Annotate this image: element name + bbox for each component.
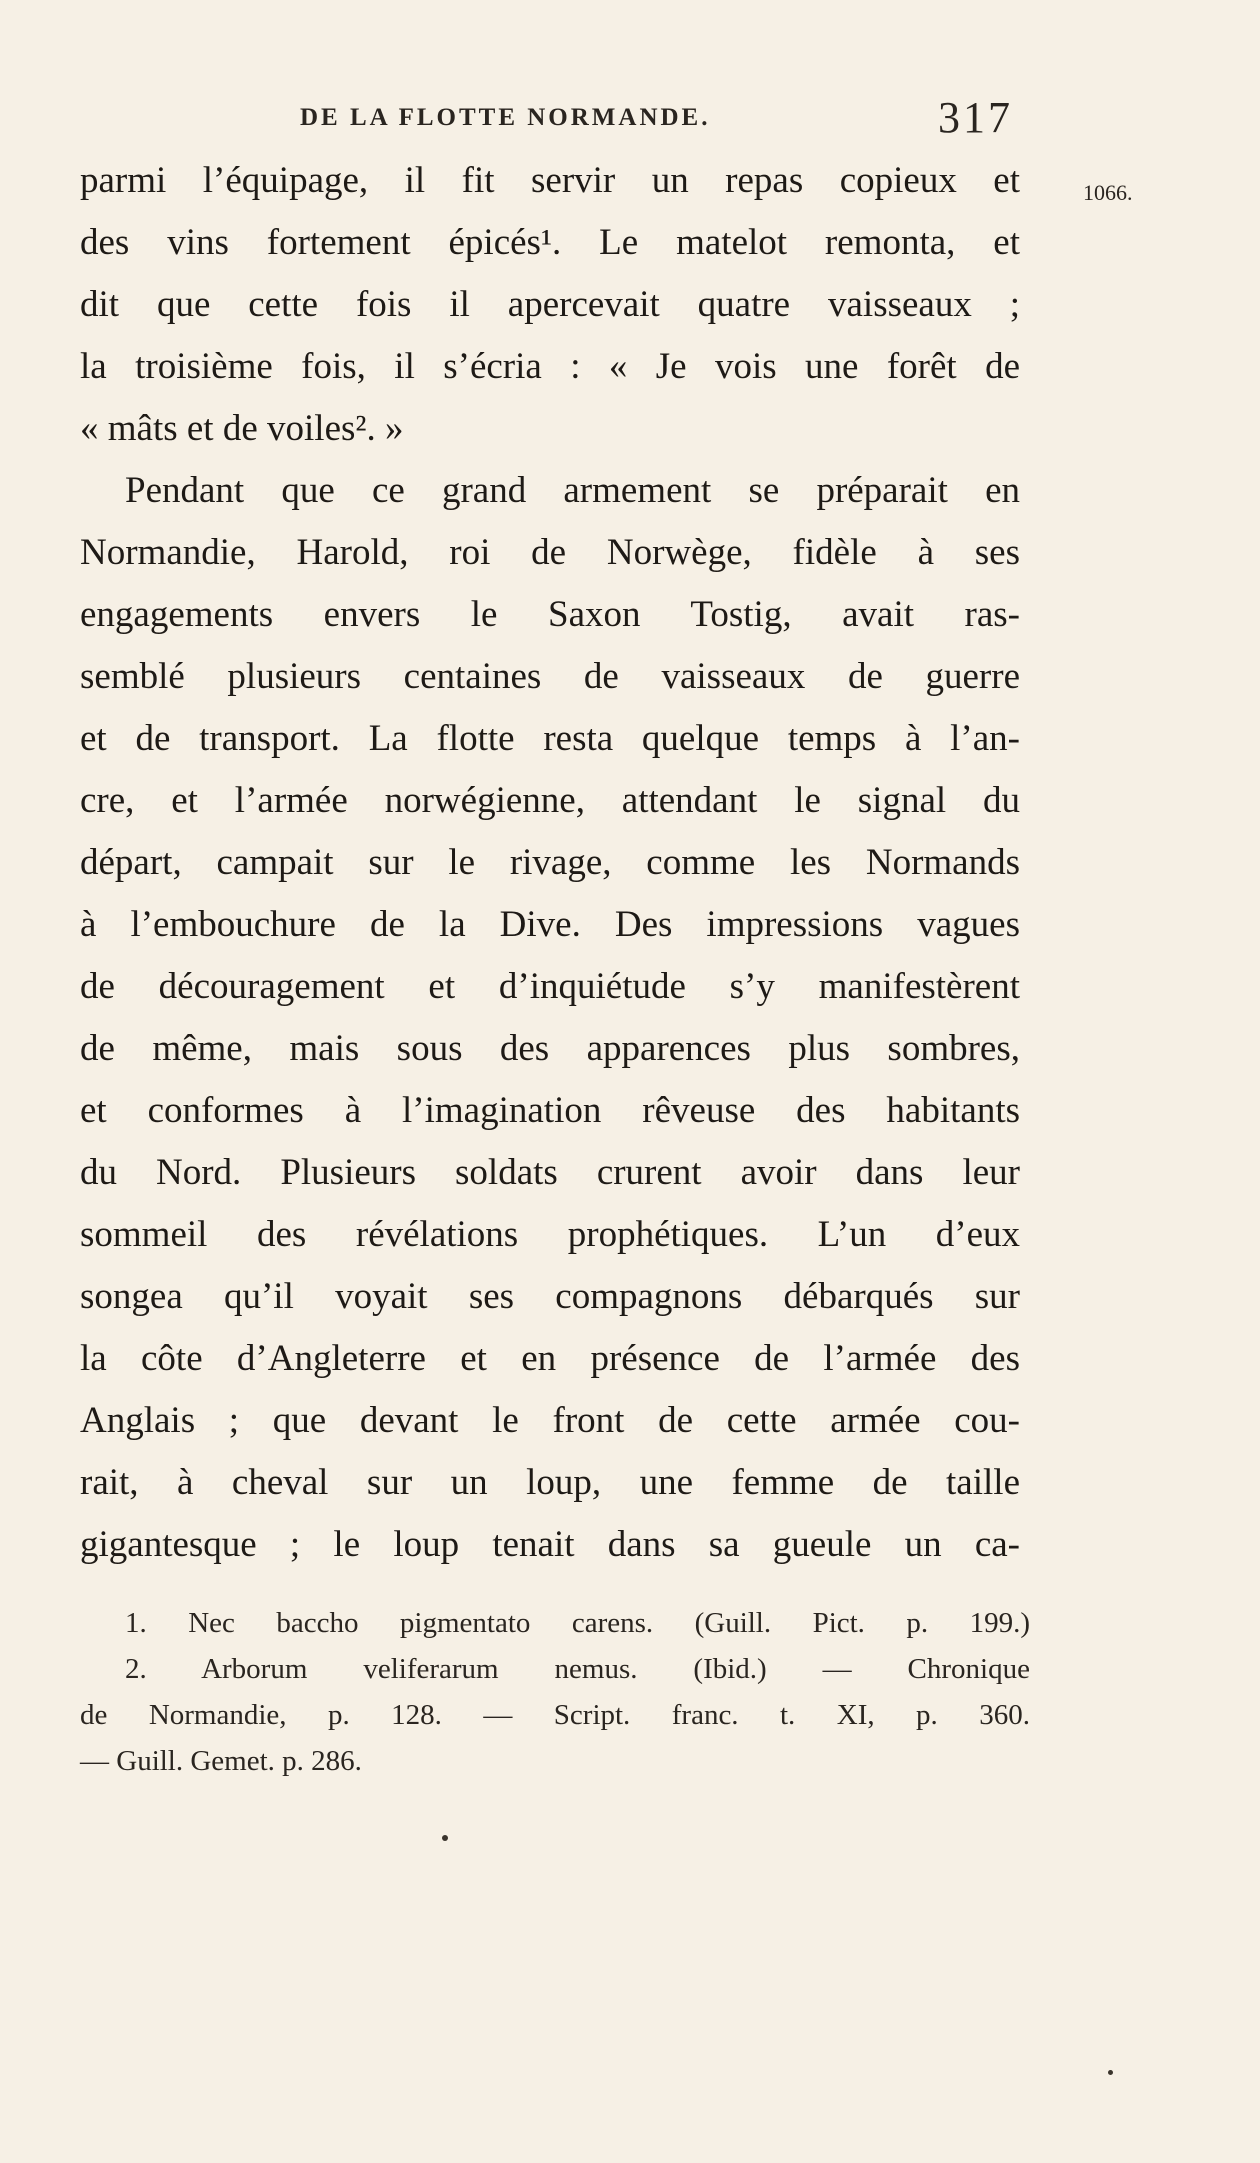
text-line: sommeil des révélations prophétiques. L’un d’eux (80, 1214, 1020, 1255)
footnotes (80, 1600, 1030, 1784)
text-line: Anglais ; que devant le front de cette armée cou- (80, 1400, 1020, 1441)
body-text (80, 150, 1020, 1576)
paragraph-start-line: Pendant que ce grand armement se préparait en (125, 470, 1020, 511)
margin-year-note: 1066. (1083, 180, 1133, 205)
running-head (0, 93, 1260, 148)
text-line: gigantesque ; le loup tenait dans sa gueule un ca- (80, 1524, 1020, 1565)
text-line: du Nord. Plusieurs soldats crurent avoir dans leur (80, 1152, 1020, 1193)
text-line: engagements envers le Saxon Tostig, avait ras- (80, 594, 1020, 635)
page-number: 317 (938, 93, 1013, 142)
text-line: dit que cette fois il apercevait quatre vaisseaux ; (80, 284, 1020, 325)
text-line: « mâts et de voiles². » (80, 408, 404, 449)
text-line: rait, à cheval sur un loup, une femme de taille (80, 1462, 1020, 1503)
running-title: DE LA FLOTTE NORMANDE. (300, 104, 711, 131)
text-line: songea qu’il voyait ses compagnons débarqués sur (80, 1276, 1020, 1317)
text-line: Normandie, Harold, roi de Norwège, fidèle à ses (80, 532, 1020, 573)
text-line: semblé plusieurs centaines de vaisseaux de guerre (80, 656, 1020, 697)
text-line: à l’embouchure de la Dive. Des impressions vagues (80, 904, 1020, 945)
text-line: de même, mais sous des apparences plus sombres, (80, 1028, 1020, 1069)
footnote-2: 2. Arborum veliferarum nemus. (Ibid.) — Chronique (125, 1653, 1030, 1685)
text-line: la côte d’Angleterre et en présence de l’armée des (80, 1338, 1020, 1379)
footnote-2-continued: — Guill. Gemet. p. 286. (80, 1745, 362, 1777)
ink-speck (1108, 2070, 1113, 2075)
text-line: et de transport. La flotte resta quelque temps à l’an- (80, 718, 1020, 759)
text-line: et conformes à l’imagination rêveuse des habitants (80, 1090, 1020, 1131)
footnote-2-continued: de Normandie, p. 128. — Script. franc. t. XI, p. 360. (80, 1699, 1030, 1731)
text-line: parmi l’équipage, il fit servir un repas copieux et (80, 160, 1020, 201)
ink-speck (442, 1835, 448, 1841)
footnote-1: 1. Nec baccho pigmentato carens. (Guill. Pict. p. 199.) (125, 1607, 1030, 1639)
text-line: la troisième fois, il s’écria : « Je vois une forêt de (80, 346, 1020, 387)
text-line: cre, et l’armée norwégienne, attendant le signal du (80, 780, 1020, 821)
text-line: des vins fortement épicés¹. Le matelot remonta, et (80, 222, 1020, 263)
text-line: de découragement et d’inquiétude s’y manifestèrent (80, 966, 1020, 1007)
text-line: départ, campait sur le rivage, comme les Normands (80, 842, 1020, 883)
